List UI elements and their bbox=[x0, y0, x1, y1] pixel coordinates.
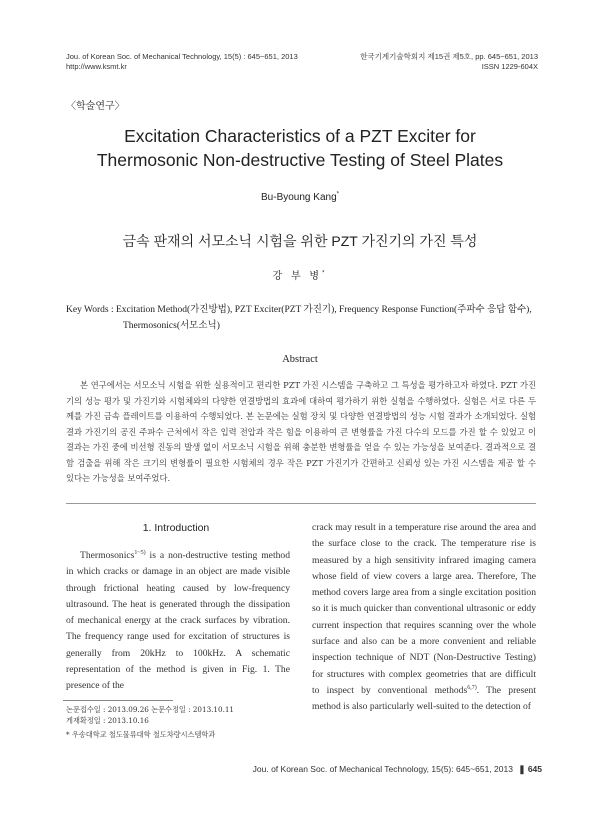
footer-journal: Jou. of Korean Soc. of Mechanical Technology, 15(5): 645~651, 2013 bbox=[252, 764, 513, 774]
intro-text-right-b: . The present method is also particularly well-suited to the detection of bbox=[312, 684, 536, 713]
intro-reference-right: 6,7) bbox=[467, 684, 477, 691]
page-number: 645 bbox=[527, 764, 542, 774]
title-line-2: Thermosonic Non-destructive Testing of Steel Plates bbox=[96, 150, 504, 170]
intro-text-right-a: crack may result in a temperature rise around the area and the surface close to the crack. The temperature rise is measured by a high sensitivity infrared imaging camera whose field of view covers a large area. Therefore, The method covers large area from a single excitation position so it is much quicker than conventional ultrasonic or eddy current inspection that requires scanning over the whole surface and also can be a more convenient and reliable inspection technique of NDT (Non-Destructive Testing) for structures with complex geometries that are difficult to inspect by conventional methods bbox=[312, 522, 536, 696]
keywords-label: Key Words : bbox=[66, 305, 114, 315]
article-category: 〈학술연구〉 bbox=[66, 101, 125, 112]
issn: ISSN 1229-604X bbox=[481, 62, 538, 71]
journal-url[interactable]: http://www.ksmt.kr bbox=[66, 62, 127, 71]
korean-author-name: 강 부 병 bbox=[272, 271, 323, 282]
title-line-1: Excitation Characteristics of a PZT Exciter for bbox=[124, 126, 476, 146]
footnote-dates-received: 논문접수일 : 2013.09.26 논문수정일 : 2013.10.11 bbox=[66, 705, 235, 714]
abstract-body: 본 연구에서는 서모소닉 시험을 위한 실용적이고 편리한 PZT 가진 시스템을 구축하고 그 특성을 평가하고자 하였다. PZT 가진기의 성능 평가 및 가진기와 시험체와의 다양한 연결방법의 효과에 대하여 평가하기 위한 실험을 수행하였다. 실험은 서로 다른 두께를 가진 금속 플레이트를 이용하여 수행되었다. 본 논문에는 실험 장치 및 다양한 연결방법의 성능 시험 결과가 소개되었다. 실험 결과 가진기의 공진 주파수 근처에서 작은 입력 전압과 작은 힘을 이용하여 큰 변형률을 가진 다수의 모드를 가진 할 수 있었고 이 결과는 가진 중에 비선형 진동의 발생 없이 서모소닉 시험을 위해 충분한 변형률을 얻을 수 있는 가능성을 보여준다. 결과적으로 결함 검출을 위해 작은 크기의 변형률이 필요한 시험체의 경우 작은 PZT 가진기가 간편하고 신뢰성 있는 가진 시스템을 제공 할 수 있다는 가능성을 보여주었다. bbox=[66, 380, 536, 483]
footnote-divider bbox=[63, 700, 173, 701]
intro-text-left: is a non-destructive testing method in which cracks or damage in an object are made visible through frictional heating caused by low-frequency ultrasound. The heat is generated through the dissipation of mechanical energy at the crack surfaces by vibration. The frequency range used for excitation of structures is generally from 20kHz to 100kHz. A schematic representation of the method is given in Fig. 1. The presence of the bbox=[66, 550, 290, 692]
korean-title: 금속 판재의 서모소닉 시험을 위한 PZT 가진기의 가진 특성 bbox=[122, 233, 478, 249]
journal-citation: Jou. of Korean Soc. of Mechanical Technology, 15(5) : 645~651, 2013 bbox=[66, 52, 298, 61]
keywords-line-1: Excitation Method(가진방법), PZT Exciter(PZT 가진기), Frequency Response Function(주파수 응답 함수), bbox=[116, 305, 532, 315]
abstract-heading: Abstract bbox=[282, 354, 318, 365]
abstract-divider bbox=[66, 503, 536, 504]
footnotes bbox=[66, 704, 296, 740]
korean-author bbox=[60, 267, 540, 282]
journal-header-right bbox=[360, 52, 538, 72]
keywords-line-2: Thermosonics(서모소닉) bbox=[123, 321, 220, 331]
journal-header-left bbox=[66, 52, 298, 72]
intro-paragraph-left bbox=[66, 548, 290, 695]
footnote-date-accepted: 게재확정일 : 2013.10.16 bbox=[66, 716, 149, 725]
intro-reference: 1~5) bbox=[134, 549, 146, 556]
page-footer: Jou. of Korean Soc. of Mechanical Technology, 15(5): 645~651, 2013 ❚ 645 bbox=[252, 764, 542, 774]
section-heading-introduction: 1. Introduction bbox=[142, 522, 210, 534]
author-name: Bu-Byoung Kang bbox=[261, 192, 337, 203]
paper-title bbox=[60, 124, 540, 172]
footnote-affiliation: * 우송대학교 철도물류대학 철도차량시스템학과 bbox=[66, 730, 216, 739]
korean-author-mark: * bbox=[322, 270, 328, 277]
intro-paragraph-right bbox=[312, 520, 536, 716]
author bbox=[60, 192, 540, 203]
intro-term: Thermosonics bbox=[80, 550, 135, 561]
journal-citation-korean: 한국기계기술학회지 제15권 제5호, pp. 645~651, 2013 bbox=[360, 52, 538, 61]
keywords bbox=[66, 302, 546, 334]
author-mark: * bbox=[336, 191, 339, 198]
